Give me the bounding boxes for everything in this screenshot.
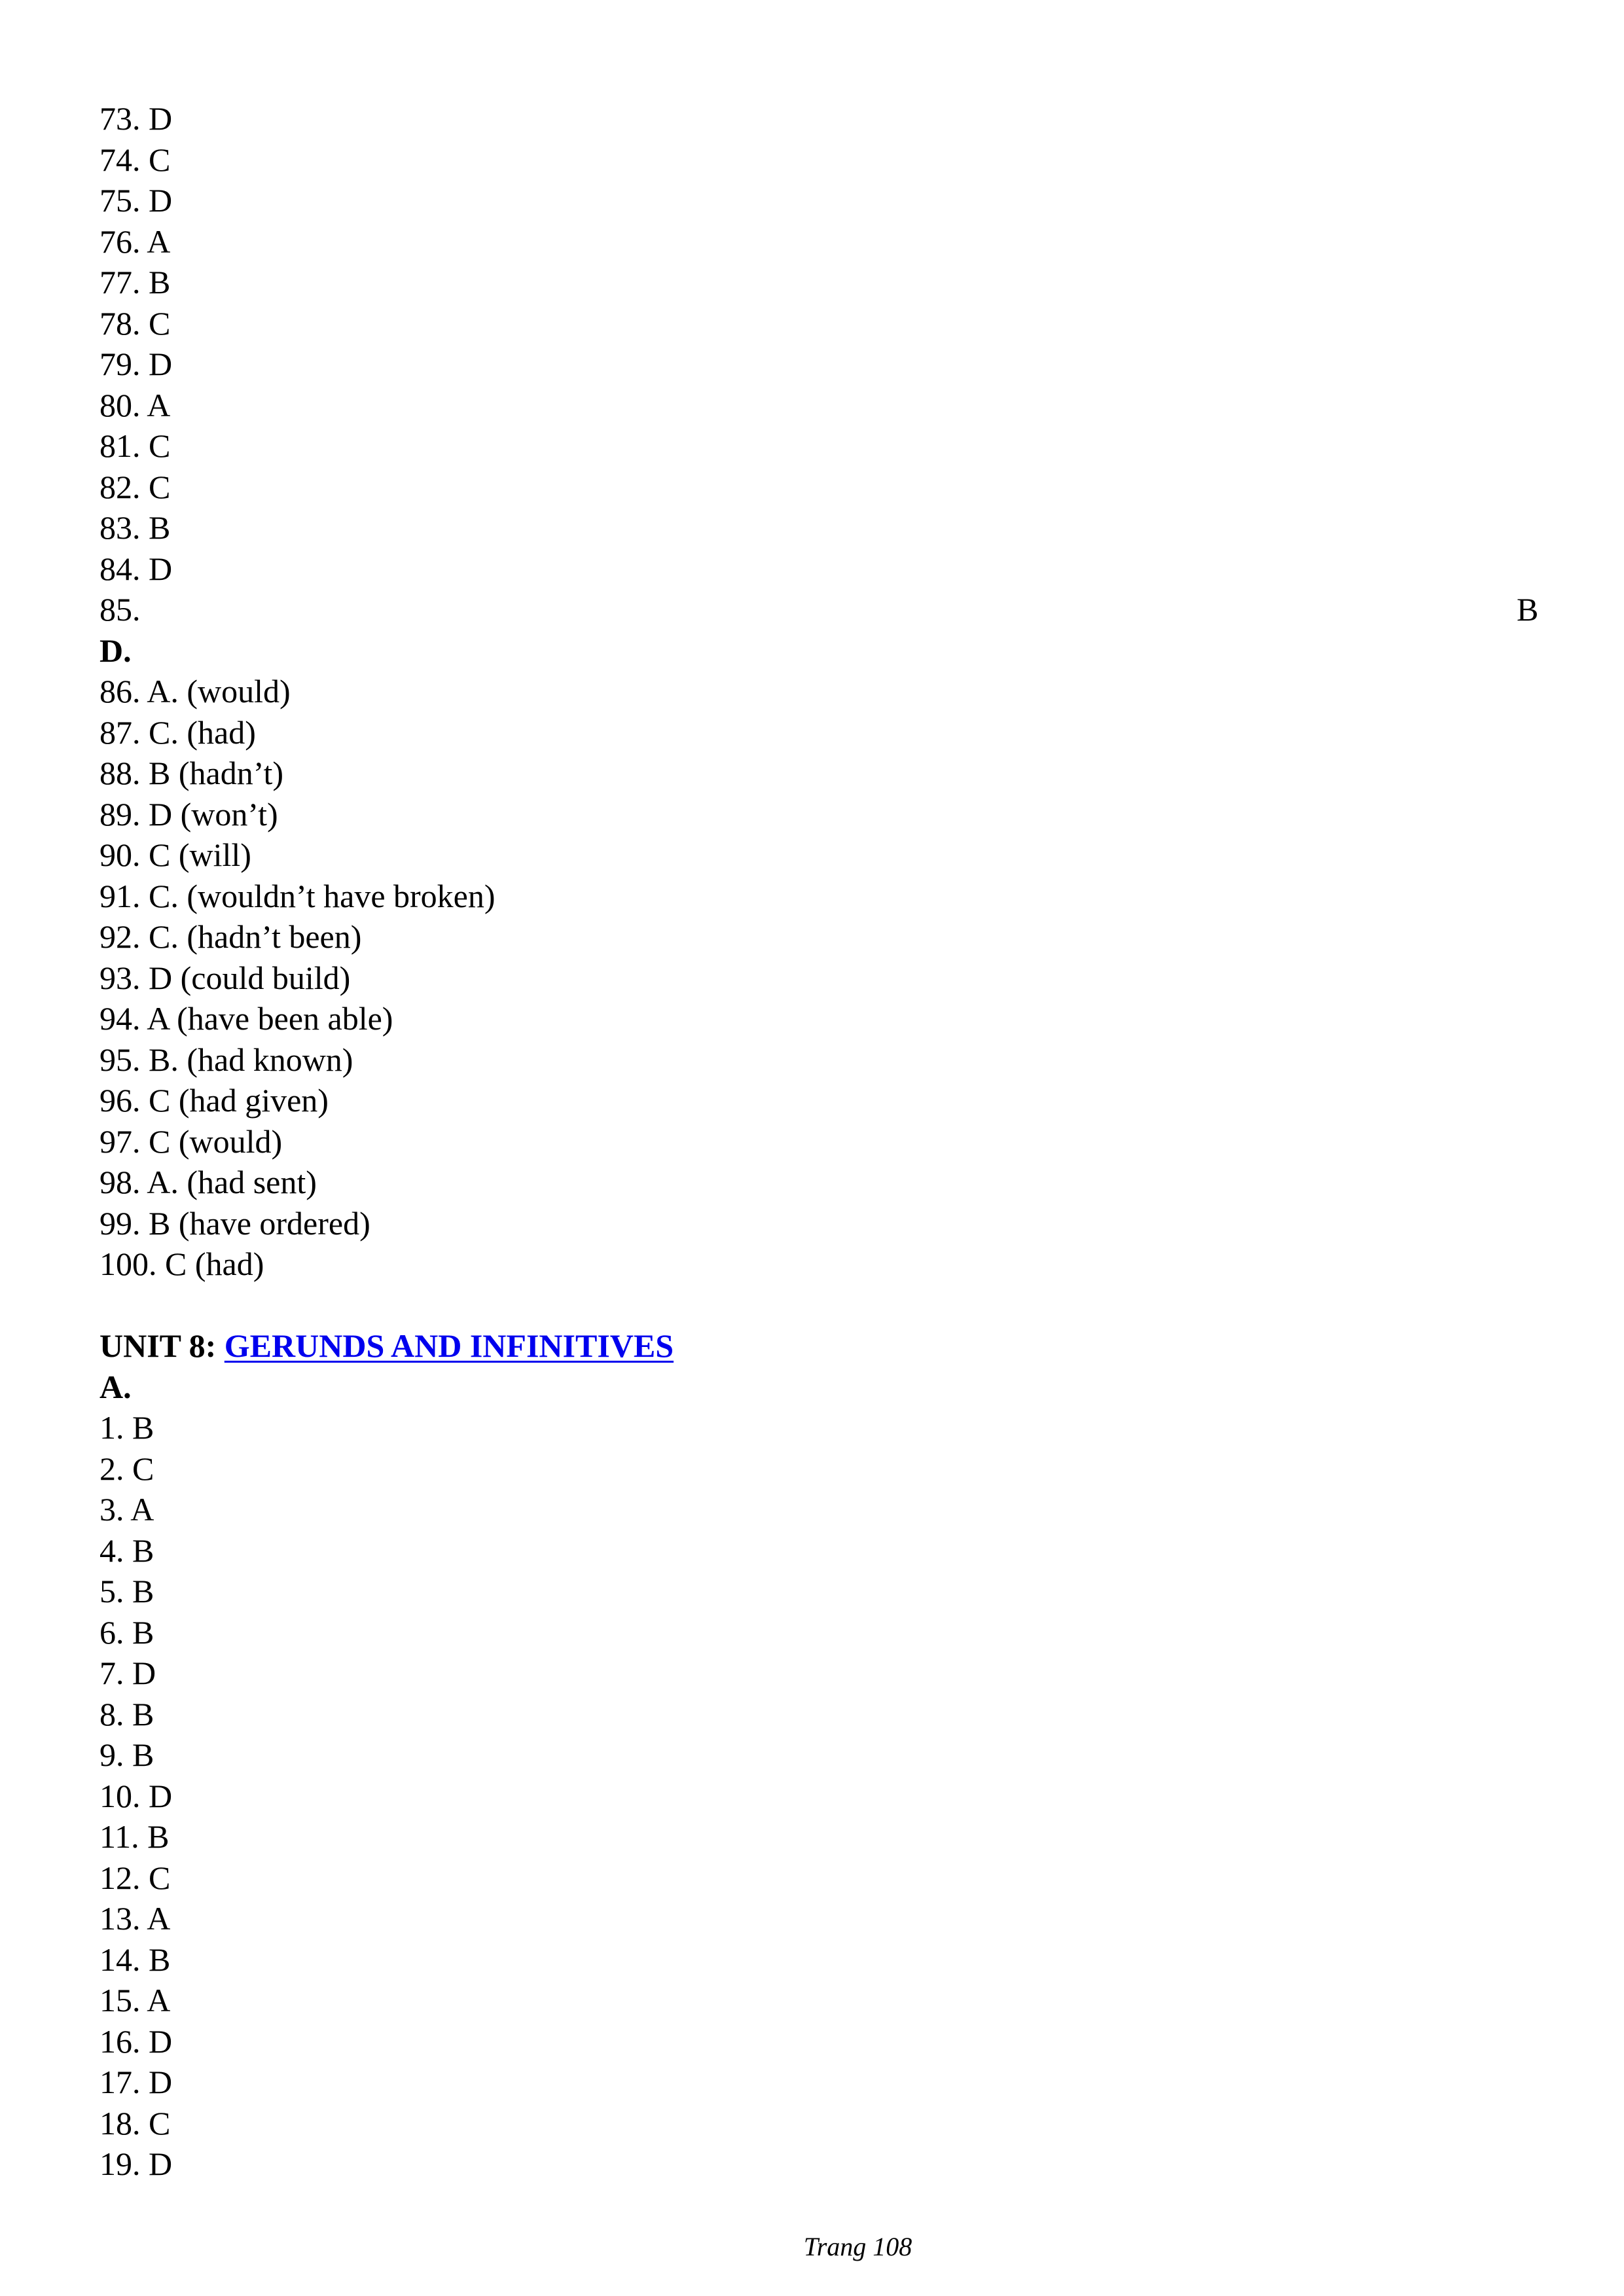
answer-item: 84. D — [99, 550, 173, 587]
answer-item: 76. A — [99, 223, 171, 260]
section-a-label: A. — [99, 1368, 132, 1405]
answer-item: 91. C. (wouldn’t have broken) — [99, 877, 496, 914]
answer-item: 75. D — [99, 182, 173, 219]
answer-item: 99. B (have ordered) — [99, 1204, 370, 1242]
answer-item: 87. C. (had) — [99, 713, 256, 751]
answer-item: 16. D — [99, 2022, 173, 2060]
answer-item: 88. B (hadn’t) — [99, 755, 283, 791]
unit-title-link[interactable]: GERUNDS AND INFINITIVES — [224, 1327, 674, 1364]
answer-item: 5. B — [99, 1573, 154, 1609]
answer-item: 81. C — [99, 427, 171, 464]
answer-item: 96. C (had given) — [99, 1082, 329, 1119]
answer-item: 82. C — [99, 468, 171, 505]
answer-item: 6. B — [99, 1613, 154, 1651]
answer-list-d — [99, 671, 1540, 1285]
answer-item-choice: B — [1517, 591, 1539, 628]
page-footer — [0, 2231, 1624, 2263]
answer-item: 92. C. (hadn’t been) — [99, 918, 362, 955]
answer-item: 17. D — [99, 2064, 173, 2100]
page-number: Trang 108 — [803, 2232, 912, 2261]
answer-item: 11. B — [99, 1818, 170, 1855]
answer-key-content — [99, 98, 1540, 2185]
answer-item: 3. A — [99, 1491, 154, 1528]
answer-item-split — [99, 589, 1540, 630]
answer-item: 7. D — [99, 1655, 156, 1691]
answer-item: 93. D (could build) — [99, 959, 351, 996]
section-d-label: D. — [99, 632, 132, 669]
answer-item: 10. D — [99, 1777, 173, 1814]
answer-item: 14. B — [99, 1941, 171, 1978]
answer-item: 83. B — [99, 509, 171, 546]
answer-item: 77. B — [99, 264, 171, 300]
unit-heading — [99, 1325, 1540, 1367]
answer-item: 94. A (have been able) — [99, 1000, 393, 1037]
answer-item: 97. C (would) — [99, 1122, 283, 1160]
answer-item: 90. C (will) — [99, 836, 251, 873]
answer-item: 2. C — [99, 1450, 154, 1487]
answer-item: 15. A — [99, 1982, 171, 2018]
answer-item: 79. D — [99, 346, 173, 382]
answer-item: 4. B — [99, 1532, 154, 1569]
answer-item: 13. A — [99, 1900, 171, 1937]
answer-item: 12. C — [99, 1859, 171, 1896]
answer-item: 86. A. (would) — [99, 673, 291, 709]
unit-heading-prefix: UNIT 8: — [99, 1327, 225, 1364]
section-spacer — [99, 1285, 1540, 1326]
answer-item: 9. B — [99, 1736, 154, 1773]
answer-item: 74. C — [99, 141, 171, 178]
answer-item: 80. A — [99, 386, 171, 423]
answer-item: 19. D — [99, 2145, 173, 2182]
answer-item: 18. C — [99, 2104, 171, 2142]
answer-list-a — [99, 1407, 1540, 2185]
answer-item: 95. B. (had known) — [99, 1041, 353, 1078]
answer-list-c-continued — [99, 98, 1540, 630]
answer-item: 8. B — [99, 1695, 154, 1732]
answer-item: 100. C (had) — [99, 1246, 264, 1282]
answer-item: 98. A. (had sent) — [99, 1164, 317, 1200]
answer-item-number: 85. — [99, 591, 141, 628]
answer-item: 78. C — [99, 304, 171, 342]
answer-item: 73. D — [99, 100, 173, 137]
answer-item: 89. D (won’t) — [99, 795, 278, 833]
answer-item: 1. B — [99, 1409, 154, 1446]
